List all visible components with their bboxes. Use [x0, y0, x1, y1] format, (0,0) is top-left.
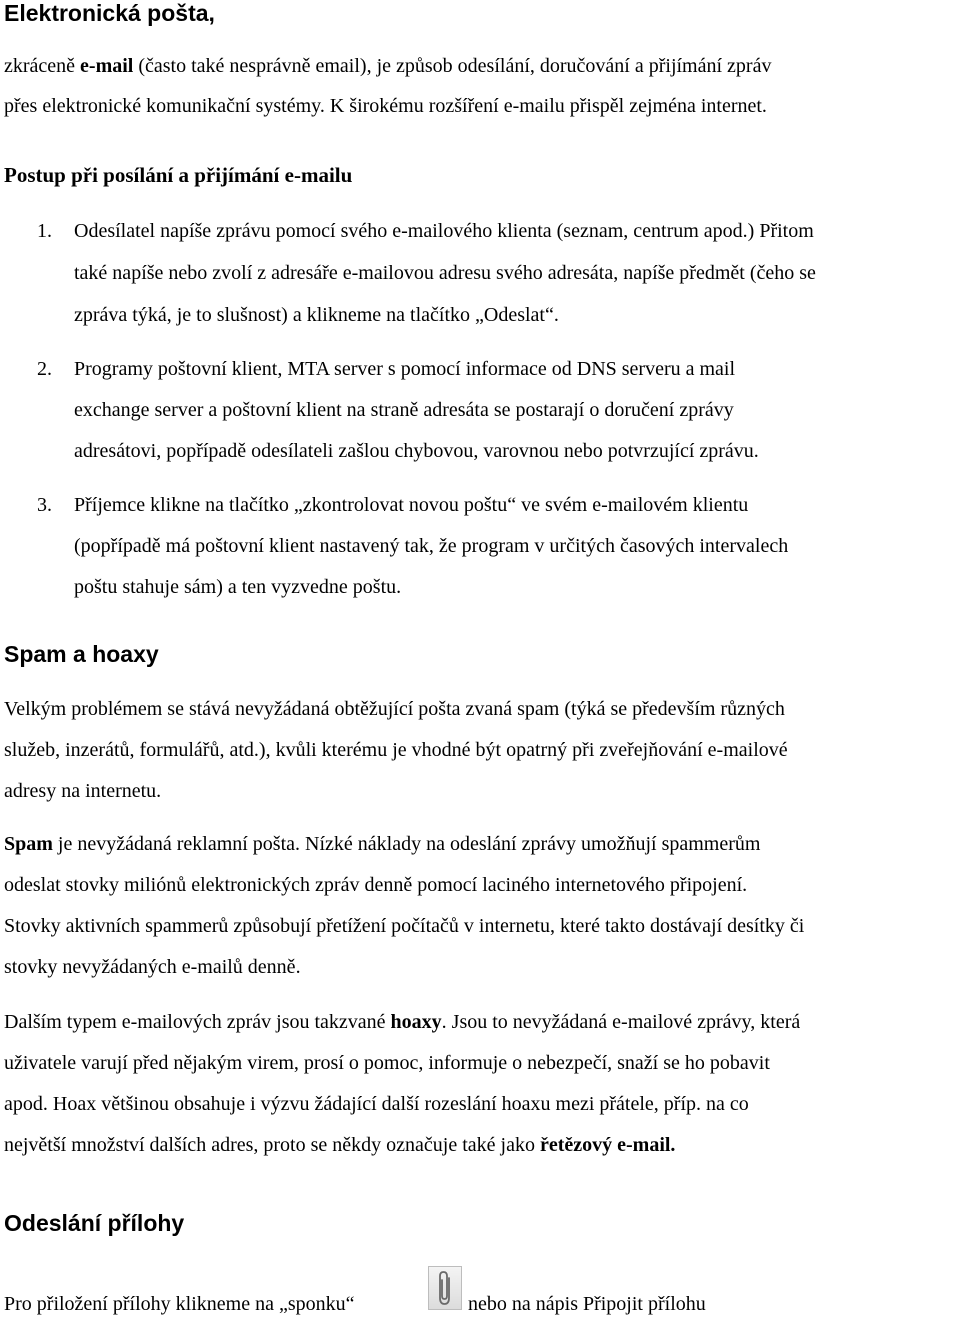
spam-p1-line: služeb, inzerátů, formulářů, atd.), kvůli kterému je vhodné být opatrný při zveřejňování e-mailové: [4, 739, 788, 761]
spam-p2-line: [4, 833, 760, 856]
spam-p2-line: Stovky aktivních spammerů způsobují přetížení počítačů v internetu, které takto dostávají desítky či: [4, 915, 805, 937]
intro-text: zkráceně: [4, 55, 81, 77]
spam-text: je nevyžádaná reklamní pošta. Nízké náklady na odeslání zprávy umožňují spammerům: [52, 833, 761, 855]
spam-term: Spam: [4, 833, 53, 855]
spam-p3-line: [4, 1011, 800, 1034]
spam-p1-line: adresy na internetu.: [4, 780, 162, 802]
attachment-text-before: Pro přiložení přílohy klikneme na „sponku“: [4, 1293, 355, 1315]
chain-email-term: řetězový e-mail.: [539, 1134, 676, 1156]
heading-attachment: Odeslání přílohy: [4, 1210, 185, 1236]
list-text-line: Odesílatel napíše zprávu pomocí svého e-mailového klienta (seznam, centrum apod.) Přitom: [74, 220, 814, 242]
list-number: 2.: [37, 358, 52, 380]
list-text-line: poštu stahuje sám) a ten vyzvedne poštu.: [74, 576, 402, 598]
spam-text: Dalším typem e-mailových zpráv jsou takzvané: [4, 1011, 391, 1033]
spam-p3-line: uživatele varují před nějakým virem, prosí o pomoc, informuje o nebezpečí, snaží se ho pobavit: [4, 1052, 770, 1074]
intro-line-2: přes elektronické komunikační systémy. K širokému rozšíření e-mailu přispěl zejména internet.: [4, 95, 767, 117]
spam-text: největší množství dalších adres, proto se někdy označuje také jako: [4, 1134, 540, 1156]
heading-spam: Spam a hoaxy: [4, 641, 159, 667]
intro-term-email: e-mail: [80, 55, 134, 77]
paperclip-icon[interactable]: [428, 1266, 462, 1310]
list-text-line: zpráva týká, je to slušnost) a klikneme na tlačítko „Odeslat“.: [74, 304, 559, 326]
list-number: 1.: [37, 220, 52, 242]
list-text-line: Programy poštovní klient, MTA server s pomocí informace od DNS serveru a mail: [74, 358, 736, 380]
spam-p2-line: odeslat stovky miliónů elektronických zpráv denně pomocí laciného internetového připojení.: [4, 874, 748, 896]
spam-p2-line: stovky nevyžádaných e-mailů denně.: [4, 956, 301, 978]
spam-text: . Jsou to nevyžádaná e-mailové zprávy, která: [441, 1011, 801, 1033]
spam-p3-line: apod. Hoax většinou obsahuje i výzvu žádající další rozeslání hoaxu mezi přátele, příp. na co: [4, 1093, 749, 1115]
attachment-text-after: nebo na nápis Připojit přílohu: [468, 1293, 706, 1315]
paperclip-glyph: [429, 1267, 461, 1309]
intro-line-1: [4, 55, 771, 78]
list-number: 3.: [37, 494, 52, 516]
spam-p3-line: [4, 1134, 675, 1157]
list-text-line: Příjemce klikne na tlačítko „zkontrolovat novou poštu“ ve svém e-mailovém klientu: [74, 494, 749, 516]
intro-text: (často také nesprávně email), je způsob odesílání, doručování a přijímání zpráv: [133, 55, 772, 77]
list-text-line: (popřípadě má poštovní klient nastavený tak, že program v určitých časových intervalech: [74, 535, 789, 557]
list-text-line: exchange server a poštovní klient na straně adresáta se postarají o doručení zprávy: [74, 399, 734, 421]
list-text-line: adresátovi, popřípadě odesílateli zašlou chybovou, varovnou nebo potvrzující zprávu.: [74, 440, 759, 462]
heading-email: Elektronická pošta,: [4, 0, 215, 26]
spam-p1-line: Velkým problémem se stává nevyžádaná obtěžující pošta zvaná spam (týká se především různých: [4, 698, 785, 720]
hoax-term: hoaxy: [390, 1011, 442, 1033]
list-text-line: také napíše nebo zvolí z adresáře e-mailovou adresu svého adresáta, napíše předmět (čeho se: [74, 262, 816, 284]
procedure-title: Postup při posílání a přijímání e-mailu: [4, 163, 353, 187]
